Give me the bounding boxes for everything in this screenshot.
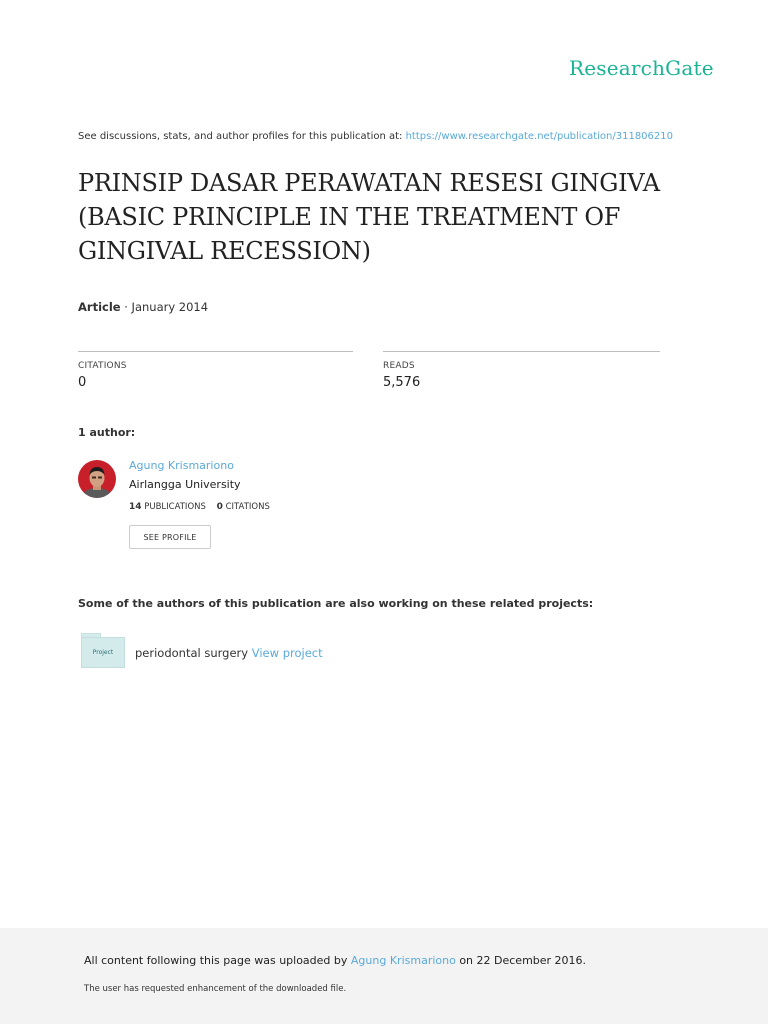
reads-value: 5,576 <box>383 375 421 390</box>
footer <box>0 928 768 1024</box>
publication-type: Article <box>78 300 121 314</box>
folder-body <box>81 637 125 668</box>
discussion-line <box>78 131 673 142</box>
author-citations-label: CITATIONS <box>225 502 270 512</box>
author-institution: Airlangga University <box>129 478 241 491</box>
citations-value: 0 <box>78 375 87 390</box>
enhancement-note: The user has requested enhancement of the downloaded file. <box>84 984 347 994</box>
publication-title <box>78 166 718 268</box>
view-project-link[interactable]: View project <box>251 646 323 660</box>
author-citations-count: 0 <box>216 502 223 512</box>
author-publications-count: 14 <box>129 502 142 512</box>
publication-date: January 2014 <box>131 300 209 314</box>
avatar-photo <box>78 460 116 498</box>
author-stats <box>129 502 270 512</box>
project-icon-label: Project <box>92 649 114 656</box>
author-avatar[interactable] <box>78 460 116 498</box>
title-line-2: (BASIC PRINCIPLE IN THE TREATMENT OF <box>78 203 621 231</box>
author-name-link[interactable]: Agung Krismariono <box>129 459 234 472</box>
upload-info <box>84 954 586 967</box>
reads-label: READS <box>383 361 415 371</box>
title-line-1: PRINSIP DASAR PERAWATAN RESESI GINGIVA <box>78 169 660 197</box>
publication-url-link[interactable]: https://www.researchgate.net/publication/311806210 <box>405 131 673 142</box>
meta-separator: · <box>120 300 132 314</box>
reads-stat <box>383 351 660 390</box>
upload-suffix: on 22 December 2016. <box>455 954 587 967</box>
see-profile-button[interactable]: SEE PROFILE <box>129 525 211 549</box>
uploader-link[interactable]: Agung Krismariono <box>350 954 456 967</box>
citations-stat <box>78 351 353 390</box>
researchgate-logo[interactable]: ResearchGate <box>569 56 714 80</box>
author-publications-label: PUBLICATIONS <box>144 502 206 512</box>
upload-prefix: All content following this page was uploaded by <box>84 954 351 967</box>
title-line-3: GINGIVAL RECESSION) <box>78 237 371 265</box>
publication-meta <box>78 300 208 314</box>
authors-heading: 1 author: <box>78 426 136 439</box>
related-projects-heading: Some of the authors of this publication are also working on these related projects: <box>78 597 594 610</box>
citations-label: CITATIONS <box>78 361 127 371</box>
project-name: periodontal surgery <box>135 646 252 660</box>
project-item <box>135 646 323 660</box>
discussion-text: See discussions, stats, and author profiles for this publication at: <box>78 131 406 142</box>
project-folder-icon[interactable] <box>81 633 125 667</box>
